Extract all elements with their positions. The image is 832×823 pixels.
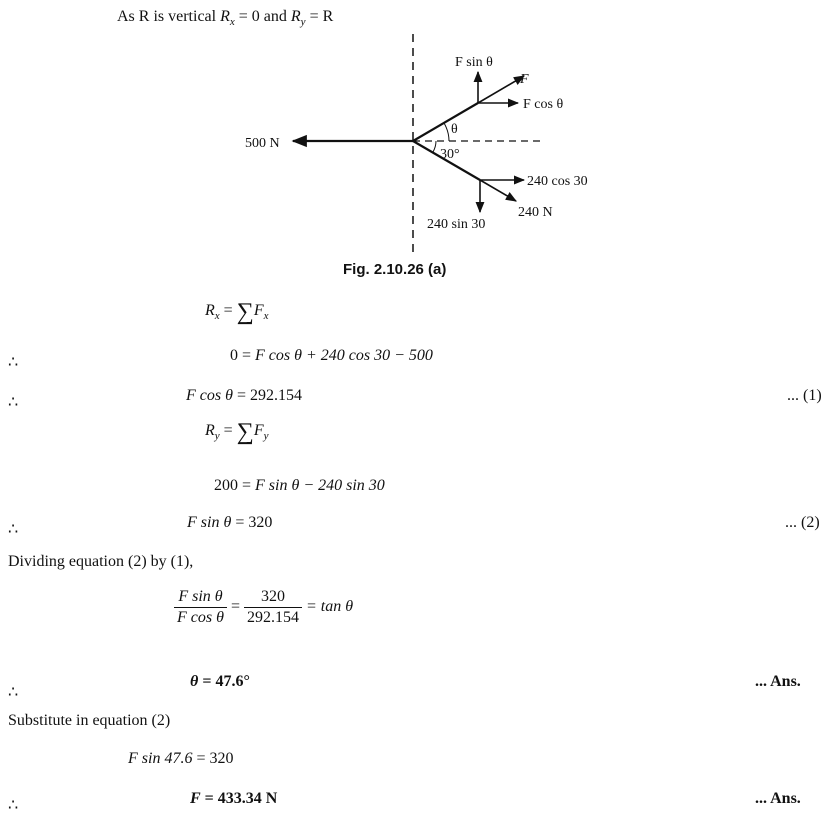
eq10-lhs: F: [190, 790, 201, 807]
eq-theta-answer: [190, 673, 250, 691]
rx-subscript: x: [229, 16, 235, 28]
label-500n: 500 N: [245, 136, 280, 151]
eq10-equals: =: [200, 790, 218, 807]
eq-ry-sum: [205, 419, 269, 445]
eq4-rhs-sub: y: [263, 430, 269, 442]
eq2-lhs: 0: [230, 347, 238, 364]
eq9-rhs: 320: [209, 750, 234, 767]
fraction-sin-over-cos: [174, 588, 227, 627]
ans-tag-2: ... Ans.: [755, 790, 801, 807]
figure-caption: Fig. 2.10.26 (a): [343, 261, 447, 278]
intro-eq2: = R: [305, 8, 334, 25]
ry-symbol: R: [290, 8, 301, 25]
eq-rx-sum: [205, 299, 269, 325]
eq3-lhs: F cos θ: [186, 387, 233, 404]
eq2-equals: =: [238, 347, 256, 364]
eq10-rhs: 433.34 N: [217, 790, 278, 807]
substitute-text: Substitute in equation (2): [8, 712, 171, 729]
eq1-equals: =: [219, 302, 237, 319]
frac-equals: =: [226, 598, 244, 616]
eq2-rhs: F cos θ + 240 cos 30 − 500: [255, 347, 433, 364]
eq8-rhs: 47.6°: [215, 673, 250, 690]
eq6-lhs: F sin θ: [187, 514, 232, 531]
label-f: F: [520, 72, 529, 87]
eq1-rhs: F: [253, 302, 264, 319]
eq5-equals: =: [238, 477, 256, 494]
label-30: 30°: [440, 147, 460, 162]
eq-substitute: [128, 750, 233, 768]
therefore-symbol: ∴: [8, 394, 19, 411]
eq1-rhs-sub: x: [263, 310, 269, 322]
line-f: [413, 103, 478, 141]
eq4-lhs: R: [205, 422, 215, 439]
label-fcos: F cos θ: [523, 97, 564, 112]
eq8-equals: =: [198, 673, 216, 690]
eq9-equals: =: [192, 750, 210, 767]
frac2-numerator: 320: [244, 588, 302, 608]
theta-arc: [444, 123, 449, 141]
eq3-equals: =: [232, 387, 250, 404]
eq-fsin: [187, 514, 272, 532]
arrow-f: [478, 76, 524, 103]
arrow-240n: [480, 180, 516, 201]
dividing-text: Dividing equation (2) by (1),: [8, 553, 194, 570]
thirty-arc: [433, 141, 436, 152]
eq5-lhs: 200: [214, 477, 238, 494]
frac2-denominator: 292.154: [247, 609, 299, 626]
therefore-symbol: ∴: [8, 684, 19, 701]
eq6-rhs: 320: [248, 514, 273, 531]
ans-tag-1: ... Ans.: [755, 673, 801, 690]
label-240sin: 240 sin 30: [427, 217, 486, 232]
eq-tag-2: ... (2): [785, 514, 820, 531]
frac1-numerator: F sin θ: [174, 588, 227, 608]
eq1-lhs-sub: x: [214, 310, 220, 322]
eq6-equals: =: [231, 514, 249, 531]
sigma-symbol: ∑: [236, 419, 254, 445]
label-240n: 240 N: [518, 205, 553, 220]
label-240cos: 240 cos 30: [527, 174, 588, 189]
eq4-rhs: F: [253, 422, 264, 439]
frac1-denominator: F cos θ: [177, 609, 224, 626]
frac-tan-theta: = tan θ: [302, 598, 354, 616]
eq-fraction: [174, 588, 353, 627]
intro-eq1: = 0 and: [234, 8, 291, 25]
eq-tag-1: ... (1): [787, 387, 822, 404]
label-theta: θ: [451, 122, 458, 137]
intro-text: As R is vertical: [117, 8, 221, 25]
eq-fcos: [186, 387, 302, 405]
label-fsin: F sin θ: [455, 55, 493, 70]
therefore-symbol: ∴: [8, 521, 19, 538]
eq-rx-expanded: [230, 347, 433, 365]
ry-subscript: y: [300, 16, 306, 28]
force-diagram: [0, 0, 832, 300]
therefore-symbol: ∴: [8, 797, 19, 814]
eq3-rhs: 292.154: [250, 387, 302, 404]
therefore-symbol: ∴: [8, 354, 19, 371]
sigma-symbol: ∑: [236, 299, 254, 325]
eq4-equals: =: [219, 422, 237, 439]
eq1-lhs: R: [205, 302, 215, 319]
eq5-rhs: F sin θ − 240 sin 30: [255, 477, 385, 494]
eq4-lhs-sub: y: [214, 430, 220, 442]
eq-f-answer: [190, 790, 277, 808]
eq-ry-expanded: [214, 477, 385, 495]
eq8-lhs: θ: [190, 673, 199, 690]
eq9-lhs: F sin 47.6: [128, 750, 193, 767]
fraction-values: [244, 588, 302, 627]
rx-symbol: R: [220, 8, 230, 25]
